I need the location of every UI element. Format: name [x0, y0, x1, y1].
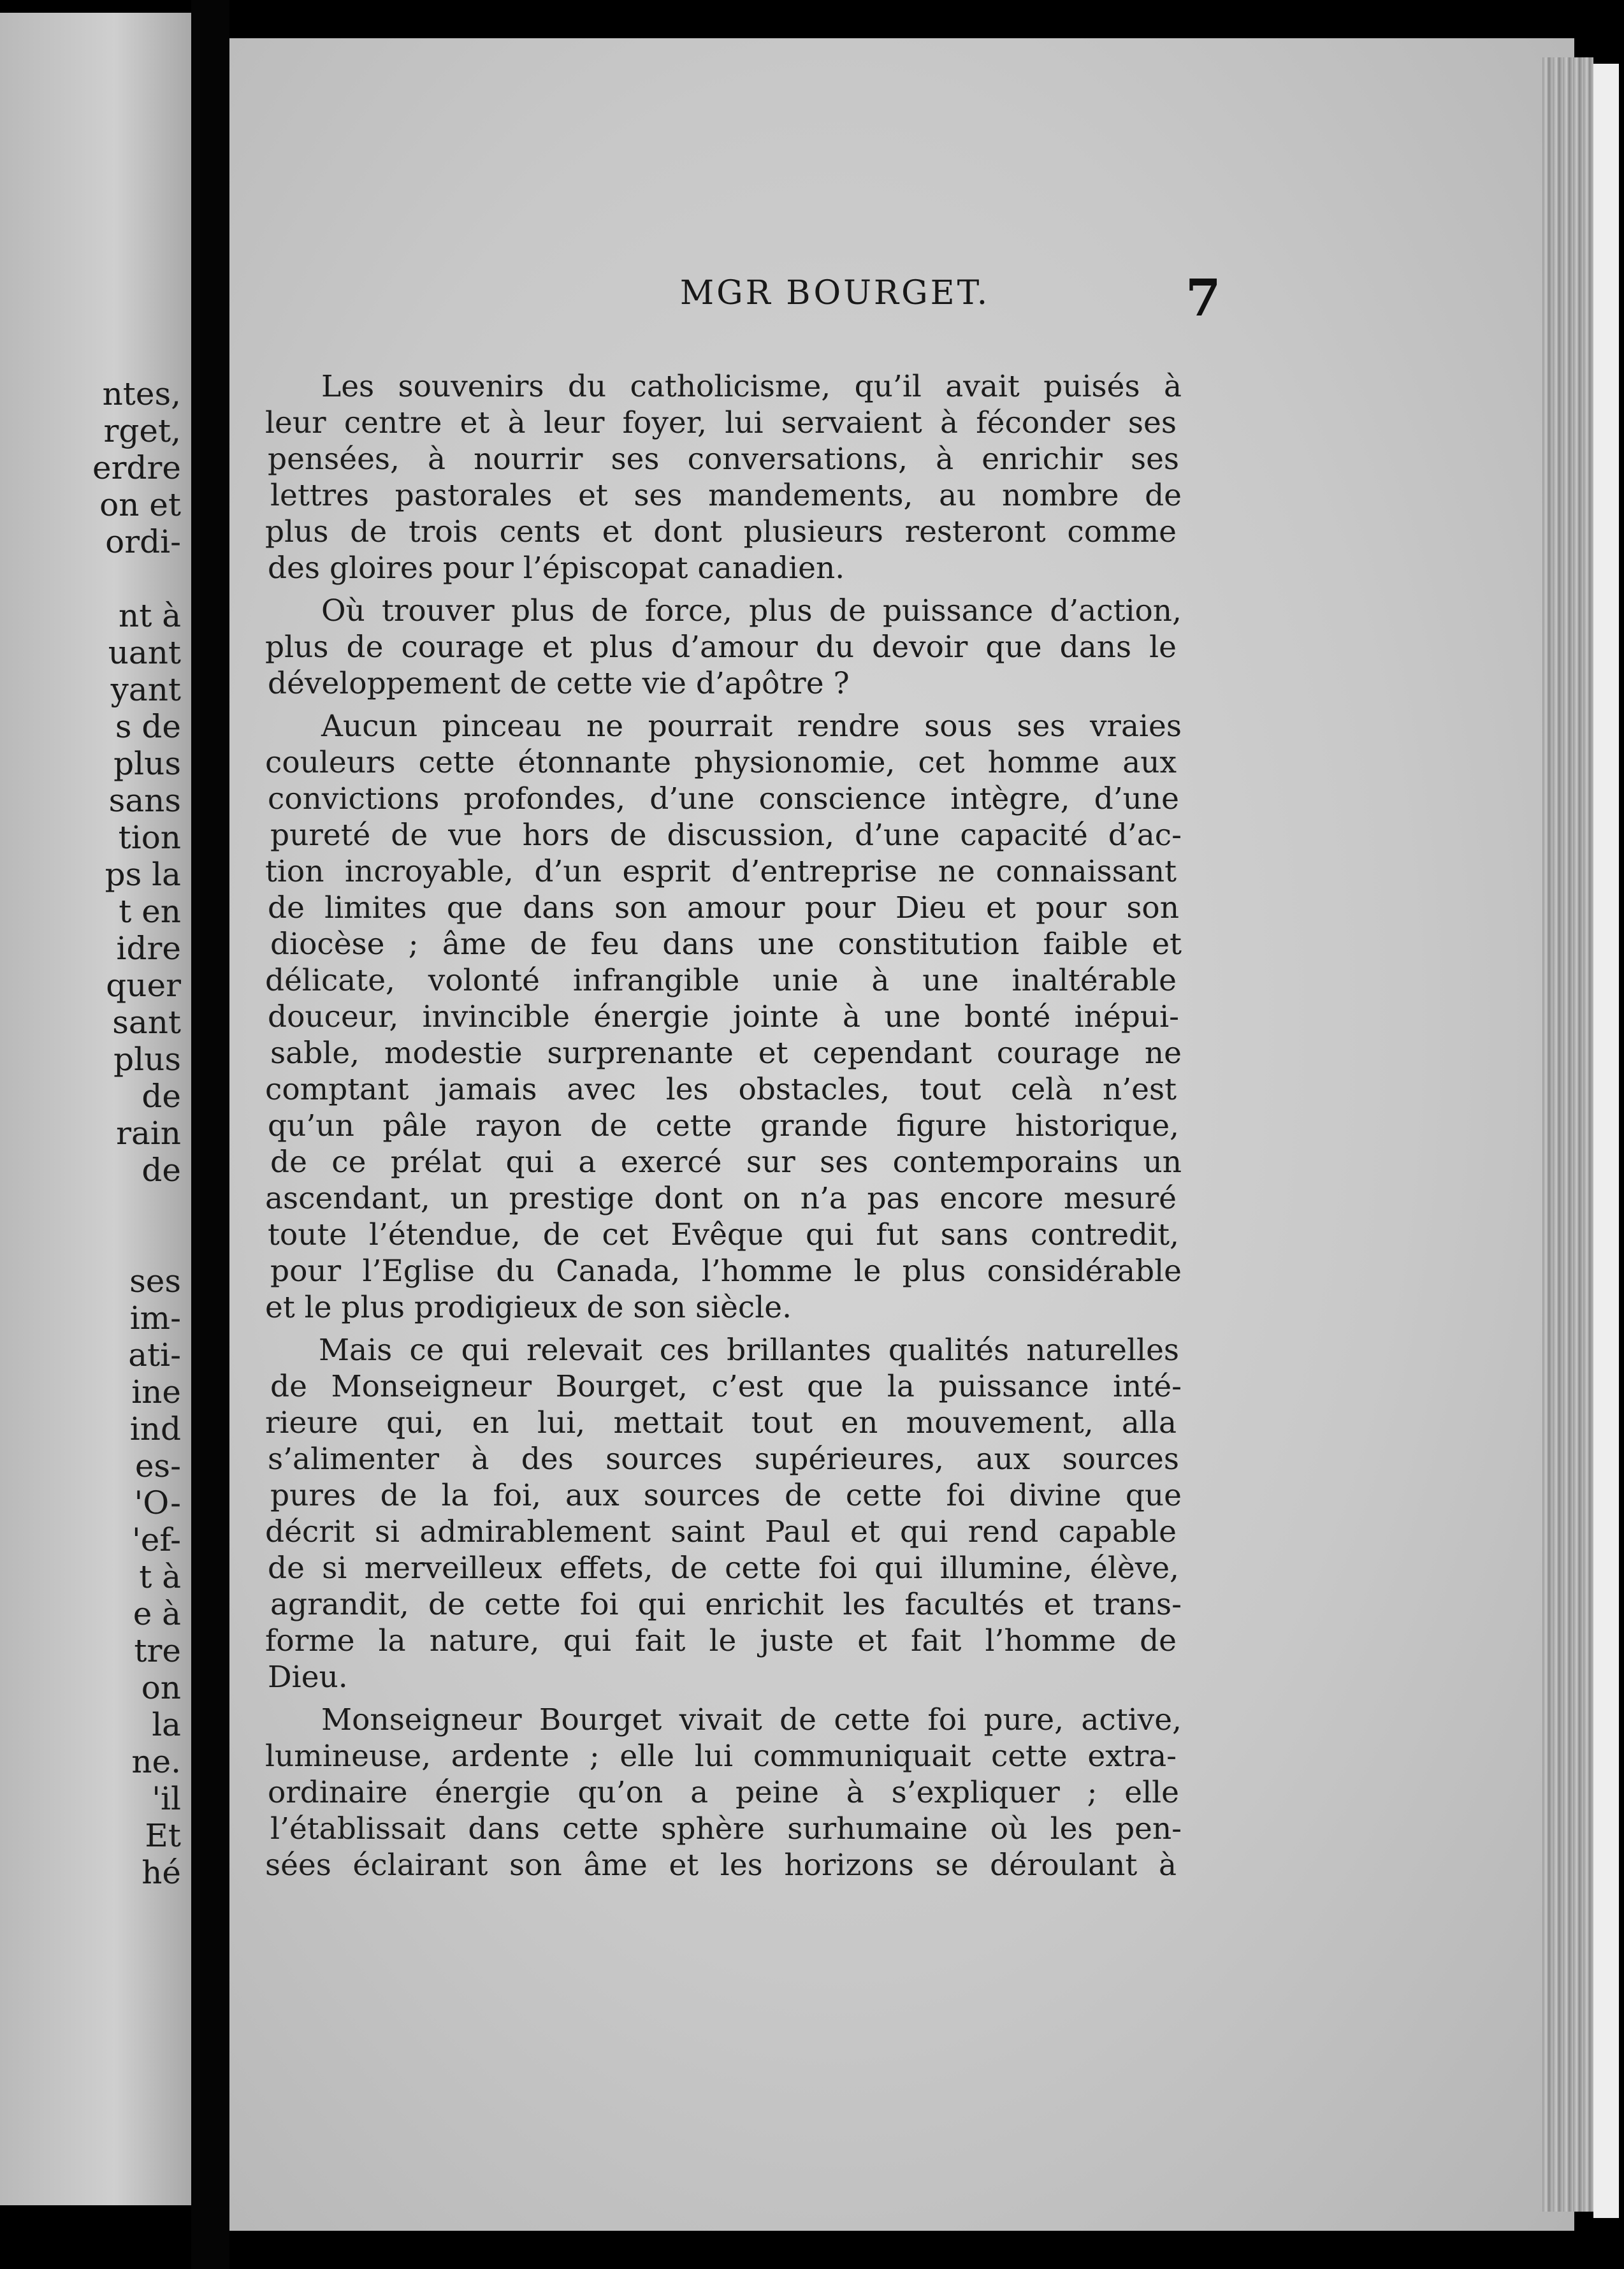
book-gutter: [191, 0, 229, 2269]
left-text-line: 'ef-: [132, 1521, 181, 1558]
left-text-line: idre: [116, 930, 181, 967]
left-text-line: t à: [139, 1558, 181, 1595]
left-text-line: ses: [129, 1263, 181, 1300]
left-text-line: ine: [131, 1374, 181, 1410]
text-line: de limites que dans son amour pour Dieu et pour son: [268, 890, 1179, 925]
left-text-line: 'O-: [134, 1484, 181, 1521]
text-line: leur centre et à leur foyer, lui servaient à féconder ses: [265, 405, 1177, 440]
left-text-line: nt à: [119, 597, 181, 634]
text-line: décrit si admirablement saint Paul et qui rend capable: [265, 1514, 1177, 1549]
left-text-line: ntes,: [102, 375, 181, 412]
text-line: Où trouver plus de force, plus de puissance d’action,: [321, 593, 1182, 628]
left-text-line: sant: [112, 1004, 181, 1041]
left-text-line: quer: [106, 967, 181, 1004]
left-text-line: on et: [99, 486, 181, 523]
right-page: [229, 38, 1574, 2231]
left-text-line: yant: [110, 671, 181, 708]
text-line: agrandit, de cette foi qui enrichit les facultés et trans-: [270, 1587, 1182, 1622]
left-text-line: ordi-: [105, 523, 181, 560]
left-text-line: 'il: [152, 1780, 181, 1817]
page-edge-stack: [1542, 57, 1593, 2212]
left-text-line: on: [141, 1669, 181, 1706]
text-line: Aucun pinceau ne pourrait rendre sous ses vraies: [321, 709, 1182, 744]
left-facing-page: [0, 13, 191, 2205]
left-text-line: uant: [108, 634, 181, 671]
text-line: convictions profondes, d’une conscience intègre, d’une: [268, 781, 1179, 816]
text-line: des gloires pour l’épiscopat canadien.: [268, 551, 845, 586]
text-line: pour l’Eglise du Canada, l’homme le plus considérable: [270, 1254, 1182, 1289]
text-line: Dieu.: [268, 1660, 348, 1695]
text-line: ascendant, un prestige dont on n’a pas encore mesuré: [265, 1181, 1177, 1216]
text-line: couleurs cette étonnante physionomie, cet homme aux: [265, 745, 1177, 780]
text-line: sable, modestie surprenante et cependant courage ne: [270, 1036, 1182, 1071]
text-line: s’alimenter à des sources supérieures, aux sources: [268, 1442, 1179, 1477]
left-text-line: rain: [116, 1115, 181, 1152]
left-text-line: plus: [113, 1041, 181, 1078]
page-number: 7: [1185, 268, 1221, 328]
text-line: comptant jamais avec les obstacles, tout celà n’est: [265, 1072, 1177, 1107]
left-text-line: plus: [113, 745, 181, 782]
left-text-line: ind: [129, 1410, 181, 1447]
text-line: développement de cette vie d’apôtre ?: [268, 666, 850, 701]
text-line: et le plus prodigieux de son siècle.: [265, 1290, 792, 1325]
left-text-line: sans: [108, 782, 181, 819]
text-line: lettres pastorales et ses mandements, au nombre de: [270, 478, 1182, 513]
text-line: tion incroyable, d’un esprit d’entreprise ne connaissant: [265, 854, 1177, 889]
text-line: ordinaire énergie qu’on a peine à s’expliquer ; elle: [268, 1775, 1179, 1810]
left-text-line: rget,: [103, 412, 181, 449]
left-text-line: ati-: [128, 1337, 181, 1374]
left-text-line: erdre: [92, 449, 181, 486]
text-line: délicate, volonté infrangible unie à une inaltérable: [265, 963, 1177, 998]
text-line: plus de courage et plus d’amour du devoir que dans le: [265, 630, 1177, 665]
text-line: de si merveilleux effets, de cette foi qui illumine, élève,: [268, 1551, 1179, 1586]
left-text-line: Et: [145, 1817, 181, 1854]
left-text-line: ne.: [131, 1743, 181, 1780]
text-line: Monseigneur Bourget vivait de cette foi pure, active,: [321, 1702, 1182, 1737]
left-text-line: ps la: [105, 856, 181, 893]
text-line: Les souvenirs du catholicisme, qu’il avait puisés à: [321, 369, 1182, 404]
text-line: l’établissait dans cette sphère surhumaine où les pen-: [270, 1811, 1182, 1846]
text-line: douceur, invincible énergie jointe à une bonté inépui-: [268, 999, 1179, 1034]
left-text-line: hé: [141, 1854, 181, 1891]
text-line: pureté de vue hors de discussion, d’une capacité d’ac-: [270, 818, 1182, 853]
right-margin-strip: [1593, 64, 1619, 2218]
text-line: de Monseigneur Bourget, c’est que la puissance inté-: [270, 1369, 1182, 1404]
text-line: sées éclairant son âme et les horizons se déroulant à: [265, 1848, 1177, 1883]
text-line: plus de trois cents et dont plusieurs resteront comme: [265, 514, 1177, 549]
text-line: pensées, à nourrir ses conversations, à enrichir ses: [268, 442, 1179, 477]
text-line: forme la nature, qui fait le juste et fait l’homme de: [265, 1623, 1177, 1658]
text-line: qu’un pâle rayon de cette grande figure historique,: [268, 1108, 1179, 1143]
text-line: Mais ce qui relevait ces brillantes qualités naturelles: [319, 1333, 1179, 1368]
left-text-line: e à: [133, 1595, 181, 1632]
left-text-line: tre: [134, 1632, 181, 1669]
left-text-line: tion: [118, 819, 181, 856]
text-line: rieure qui, en lui, mettait tout en mouvement, alla: [265, 1405, 1177, 1440]
left-text-line: la: [152, 1706, 181, 1743]
left-text-line: t en: [119, 893, 181, 930]
left-text-line: es-: [134, 1447, 181, 1484]
text-line: toute l’étendue, de cet Evêque qui fut sans contredit,: [268, 1217, 1179, 1252]
left-text-line: de: [141, 1152, 181, 1189]
text-line: diocèse ; âme de feu dans une constitution faible et: [270, 927, 1182, 962]
text-line: pures de la foi, aux sources de cette foi divine que: [270, 1478, 1182, 1513]
text-line: de ce prélat qui a exercé sur ses contemporains un: [270, 1145, 1182, 1180]
left-text-line: im-: [129, 1300, 181, 1337]
left-text-line: de: [141, 1078, 181, 1115]
running-head: MGR BOURGET.: [679, 274, 990, 312]
text-line: lumineuse, ardente ; elle lui communiquait cette extra-: [265, 1739, 1177, 1774]
left-text-line: s de: [115, 708, 181, 745]
